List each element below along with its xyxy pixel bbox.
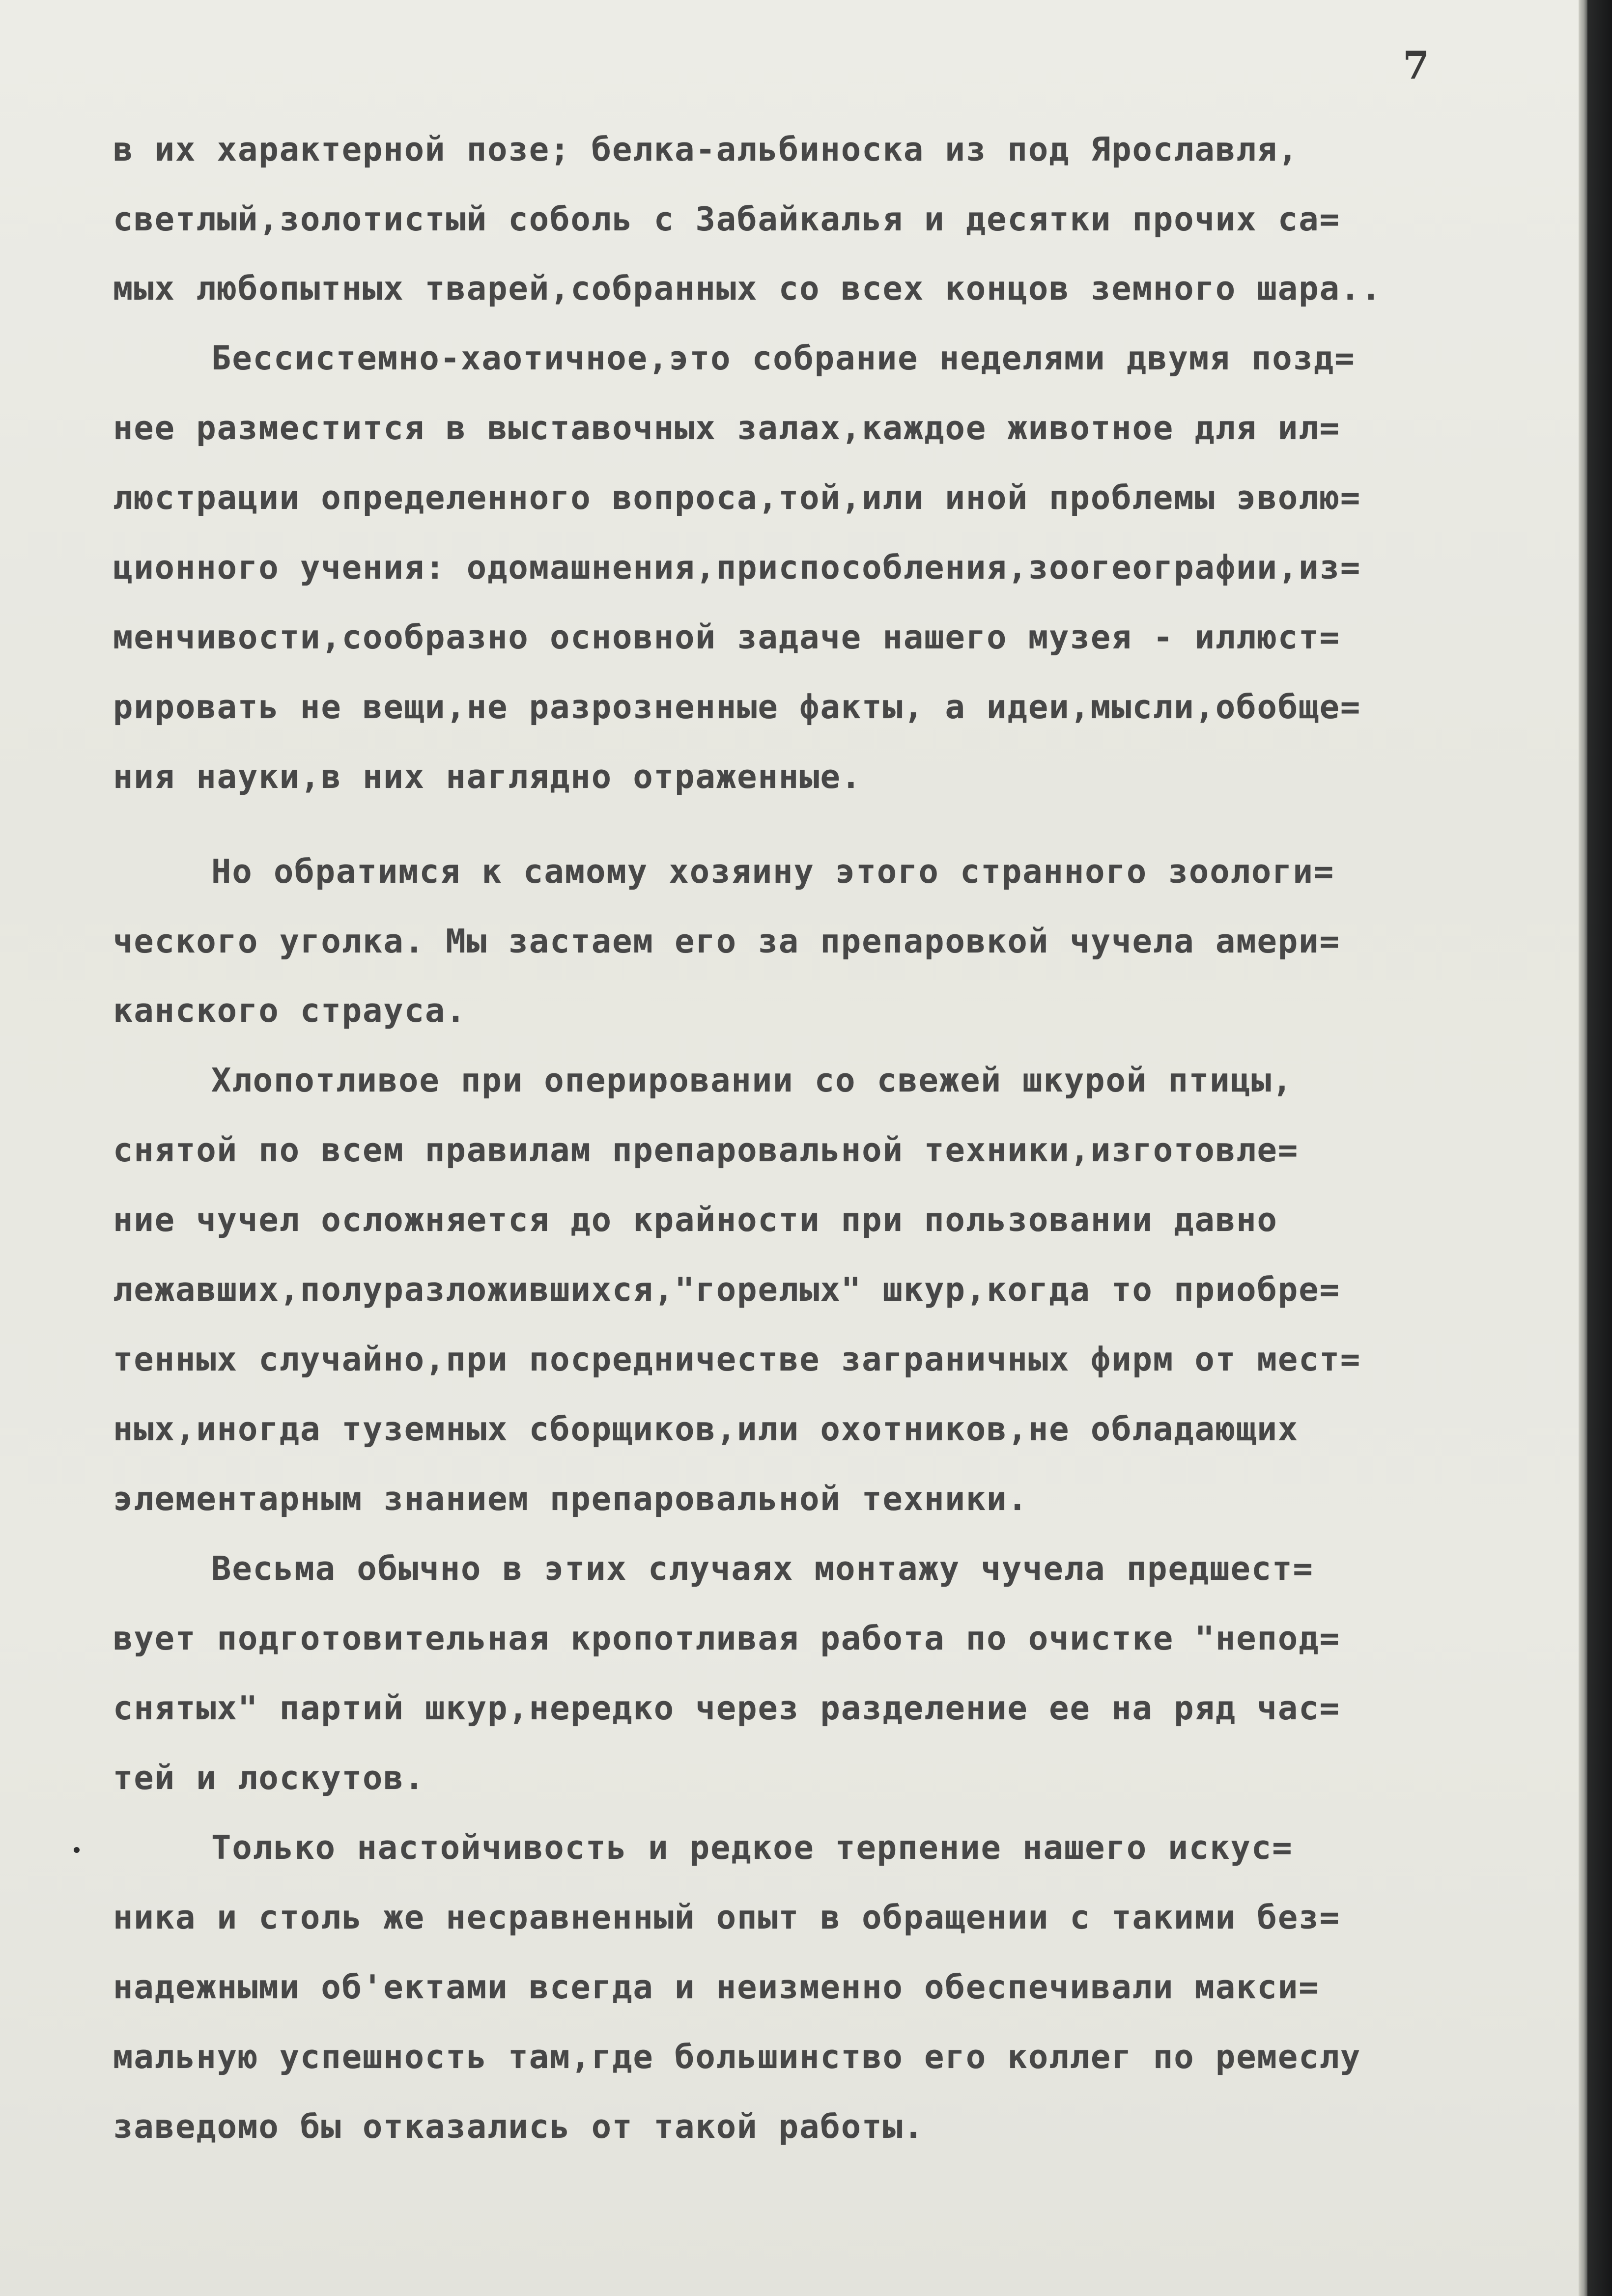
text-line: менчивости,сообразно основной задаче нашего музея - иллюст= (113, 618, 1340, 656)
text-line: Весьма обычно в этих случаях монтажу чучела предшест= (211, 1549, 1314, 1588)
text-line: мальную успешность там,где большинство его коллег по ремеслу (113, 2038, 1361, 2076)
text-line: элементарным знанием препаровальной техники. (113, 1480, 1028, 1518)
text-line: снятой по всем правилам препаровальной техники,изготовле= (113, 1131, 1299, 1169)
text-line: рировать не вещи,не разрозненные факты, а идеи,мысли,обобще= (113, 688, 1361, 726)
text-line: Но обратимся к самому хозяину этого странного зоологи= (211, 852, 1335, 891)
page-edge (1579, 0, 1587, 2296)
text-line: люстрации определенного вопроса,той,или иной проблемы эволю= (113, 478, 1361, 517)
text-line: Хлопотливое при оперировании со свежей шкурой птицы, (211, 1061, 1293, 1099)
text-line: надежными об'ектами всегда и неизменно обеспечивали макси= (113, 1968, 1320, 2006)
text-line: Бессистемно-хаотичное,это собрание неделями двумя позд= (211, 339, 1356, 377)
text-line: нее разместится в выставочных залах,каждое животное для ил= (113, 409, 1340, 447)
text-line: в их характерной позе; белка-альбиноска из под Ярославля, (113, 130, 1299, 168)
text-line: ных,иногда туземных сборщиков,или охотников,не обладающих (113, 1410, 1299, 1448)
text-line: ческого уголка. Мы застаем его за препаровкой чучела амери= (113, 922, 1340, 960)
text-line: ния науки,в них наглядно отраженные. (113, 757, 862, 796)
text-line: ника и столь же несравненный опыт в обращении с такими без= (113, 1898, 1340, 1936)
text-line: ние чучел осложняется до крайности при пользовании давно (113, 1201, 1278, 1239)
text-line: светлый,золотистый соболь с Забайкалья и десятки прочих са= (113, 200, 1340, 238)
page-number: 7 (1403, 43, 1430, 88)
text-line: ционного учения: одомашнения,приспособления,зоогеографии,из= (113, 548, 1361, 587)
ink-dot (74, 1847, 80, 1853)
text-line: вует подготовительная кропотливая работа по очистке "непод= (113, 1619, 1340, 1657)
text-line: тенных случайно,при посредничестве заграничных фирм от мест= (113, 1340, 1361, 1378)
text-line: канского страуса. (113, 991, 467, 1030)
text-line: мых любопытных тварей,собранных со всех концов земного шара.. (113, 269, 1382, 308)
background-strip (1587, 0, 1612, 2296)
text-line: тей и лоскутов. (113, 1759, 425, 1797)
text-line: заведомо бы отказались от такой работы. (113, 2107, 925, 2146)
text-line: лежавших,полуразложившихся,"горелых" шкур,когда то приобре= (113, 1270, 1340, 1309)
text-line: снятых" партий шкур,нередко через разделение ее на ряд час= (113, 1689, 1340, 1727)
text-line: Только настойчивость и редкое терпение нашего искус= (211, 1828, 1293, 1867)
